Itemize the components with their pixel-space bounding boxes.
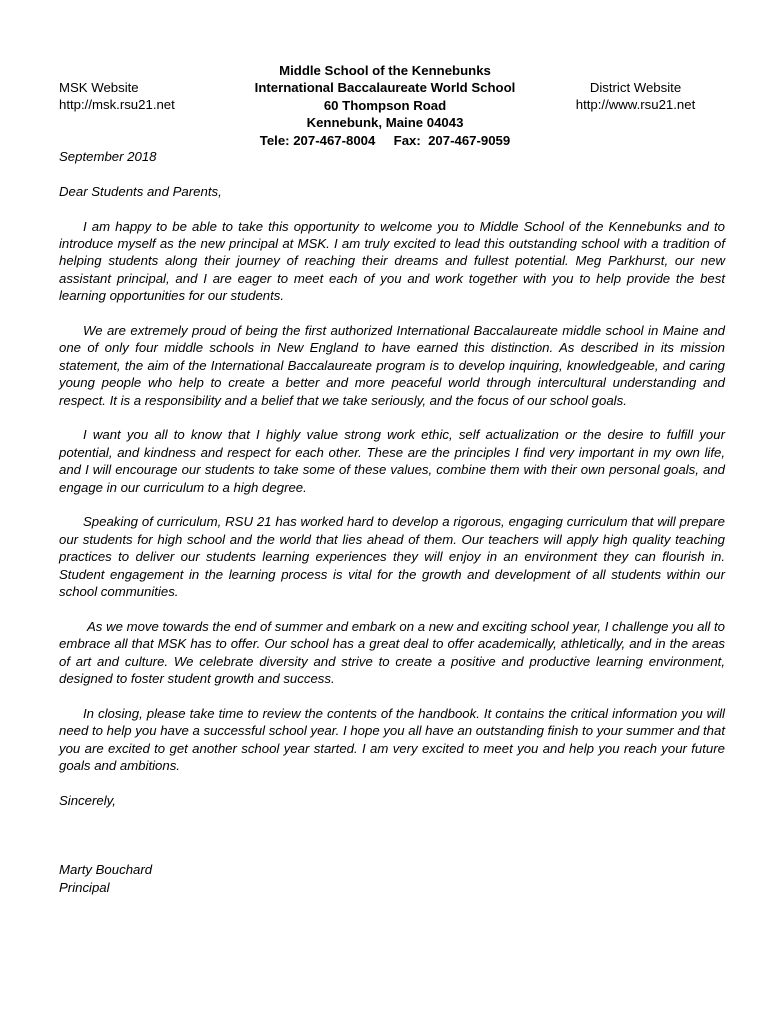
letterhead-left <box>59 79 175 114</box>
school-phone-fax: Tele: 207-467-8004 Fax: 207-467-9059 <box>259 132 511 148</box>
msk-website-label: MSK Website <box>59 80 139 95</box>
district-website-link[interactable]: http://www.rsu21.net <box>575 97 696 113</box>
signer-name: Marty Bouchard <box>59 862 153 878</box>
school-program: International Baccalaureate World School <box>254 80 516 96</box>
school-city-state-zip: Kennebunk, Maine 04043 <box>306 115 464 131</box>
letter-date: September 2018 <box>59 149 157 164</box>
letter-body <box>59 148 725 896</box>
school-name: Middle School of the Kennebunks <box>279 63 491 78</box>
letter-paragraph-4: Speaking of curriculum, RSU 21 has worked hard to develop a rigorous, engaging curriculum that will prepare our students for high school and the world that lies ahead of them. Our teachers will apply high quality teaching practices to deliver our students learning experiences they will enjoy in an environment they can flourish in. Student engagement in the learning process is vital for the growth and development of all students within our school communities. <box>59 514 725 600</box>
letter-closing: Sincerely, <box>59 792 116 808</box>
signature-space <box>59 809 725 861</box>
letter-paragraph-3: I want you all to know that I highly value strong work ethic, self actualization or the desire to fulfill your potential, and kindness and respect for each other. These are the principles I find very important in my own life, and I will encourage our students to take some of these values, combine them with their own personal goals, and engage in our curriculum to a high degree. <box>59 427 725 495</box>
letter-paragraph-5: As we move towards the end of summer and embark on a new and exciting school year, I challenge you all to embrace all that MSK has to offer. Our school has a great deal to offer academically, athletically, and in the areas of art and culture. We celebrate diversity and strive to create a positive and productive learning environment, designed to foster student growth and success. <box>59 618 725 687</box>
msk-website-link[interactable]: http://msk.rsu21.net <box>59 97 175 113</box>
signer-title: Principal <box>59 879 110 895</box>
district-website-label: District Website <box>589 80 682 95</box>
letter-salutation: Dear Students and Parents, <box>59 183 222 199</box>
letter-paragraph-1: I am happy to be able to take this opportunity to welcome you to Middle School of the Kennebunks and to introduce myself as the new principal at MSK. I am truly excited to lead this outstanding school with a tradition of helping students along their journey of reaching their dreams and fullest potential. Meg Parkhurst, our new assistant principal, and I are eager to meet each of you and work together with you to help provide the best learning opportunities for our students. <box>59 218 725 304</box>
letter-paragraph-6: In closing, please take time to review the contents of the handbook. It contains the critical information you will need to help you have a successful school year. I hope you all have an outstanding finish to your summer and that you are excited to get another school year started. I am very excited to meet you and help you reach your future goals and ambitions. <box>59 705 725 774</box>
letter-paragraph-2: We are extremely proud of being the first authorized International Baccalaureate middle school in Maine and one of only four middle schools in New England to have earned this distinction. As described in its mission statement, the aim of the International Baccalaureate program is to develop inquiring, knowledgeable, and caring young people who help to create a better and more peaceful world through intercultural understanding and respect. It is a responsibility and a belief that we take seriously, and the focus of our school goals. <box>59 323 725 408</box>
letterhead-right <box>572 79 699 114</box>
school-street: 60 Thompson Road <box>323 97 447 113</box>
